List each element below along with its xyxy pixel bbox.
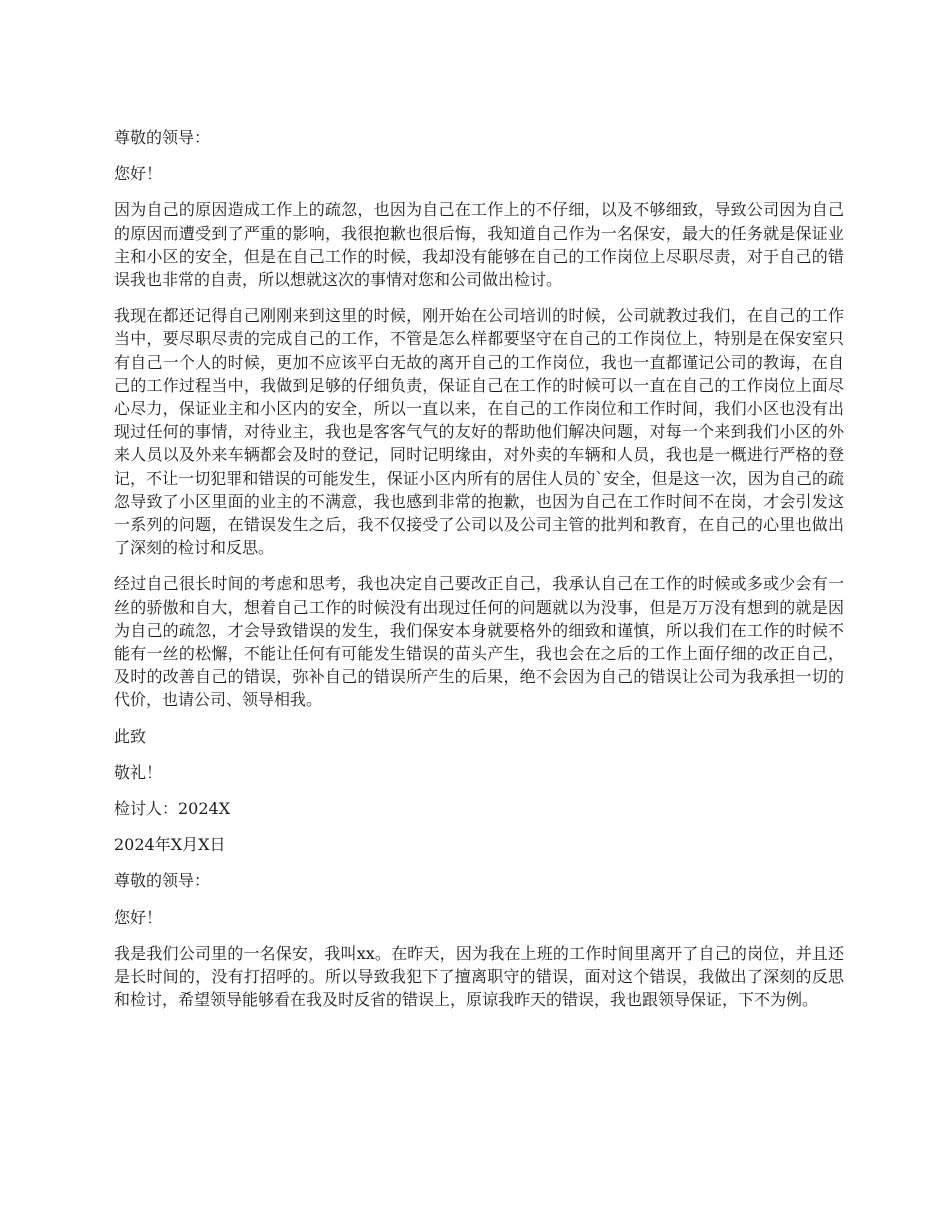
regards: 敬礼！ [114,762,163,782]
body-paragraph: 我现在都还记得自己刚刚来到这里的时候，刚开始在公司培训的时候，公司就教过我们，在自己的工作当中，要尽职尽责的完成自己的工作，不管是怎么样都要坚守在自己的工作岗位上，特别是在保安室只有自己一个人的时候，更加不应该平白无故的离开自己的工作岗位，我也一直都谨记公司的教诲，在自己的工作过程当中，我做到足够的仔细负责，保证自己在工作的时候可以一直在自己的工作岗位上面尽心尽力，保证业主和小区内的安全，所以一直以来，在自己的工作岗位和工作时间，我们小区也没有出现过任何的事情，对待业主，我也是客客气气的友好的帮助他们解决问题，对每一个来到我们小区的外来人员以及外来车辆都会及时的登记，同时记明缘由，对外卖的车辆和人员，我也是一概进行严格的登记，不让一切犯罪和错误的可能发生，保证小区内所有的居住人员的`安全，但是这一次，因为自己的疏忽导致了小区里面的业主的不满意，我也感到非常的抱歉，也因为自己在工作时间不在岗，才会引发这一系列的问题，在错误发生之后，我不仅接受了公司以及公司主管的批判和教育，在自己的心里也做出了深刻的检讨和反思。 [114,306,844,558]
body-paragraph-2: 我是我们公司里的一名保安，我叫xx。在昨天，因为我在上班的工作时间里离开了自己的岗位，并且还是长时间的，没有打招呼的。所以导致我犯下了擅离职守的错误，面对这个错误，我做出了深刻的反思和检讨，希望领导能够看在我及时反省的错误上，原谅我昨天的错误，我也跟领导保证，下不为例。 [114,943,844,1010]
signer: 检讨人：2024X [114,799,231,819]
salutation-2: 尊敬的领导： [114,871,211,891]
greeting: 您好！ [114,164,163,184]
salutation: 尊敬的领导： [114,128,211,147]
greeting-2: 您好！ [114,907,163,927]
closing: 此致 [114,726,147,746]
document-page [114,126,844,1025]
date: 2024年X月X日 [114,835,226,855]
body-paragraph: 因为自己的原因造成工作上的疏忽，也因为自己在工作上的不仔细，以及不够细致，导致公司因为自己的原因而遭受到了严重的影响，我很抱歉也很后悔，我知道自己作为一名保安，最大的任务就是保证业主和小区的安全，但是在自己工作的时候，我却没有能够在自己的工作岗位上尽职尽责，对于自己的错误我也非常的自责，所以想就这次的事情对您和公司做出检讨。 [114,200,844,290]
body-paragraph: 经过自己很长时间的考虑和思考，我也决定自己要改正自己，我承认自己在工作的时候或多或少会有一丝的骄傲和自大，想着自己工作的时候没有出现过任何的问题就以为没事，但是万万没有想到的就是因为自己的疏忽，才会导致错误的发生，我们保安本身就要格外的细致和谨慎，所以我们在工作的时候不能有一丝的松懈，不能让任何有可能发生错误的苗头产生，我也会在之后的工作上面仔细的改正自己，及时的改善自己的错误，弥补自己的错误所产生的后果，绝不会因为自己的错误让公司为我承担一切的代价，也请公司、领导相我。 [114,574,844,710]
